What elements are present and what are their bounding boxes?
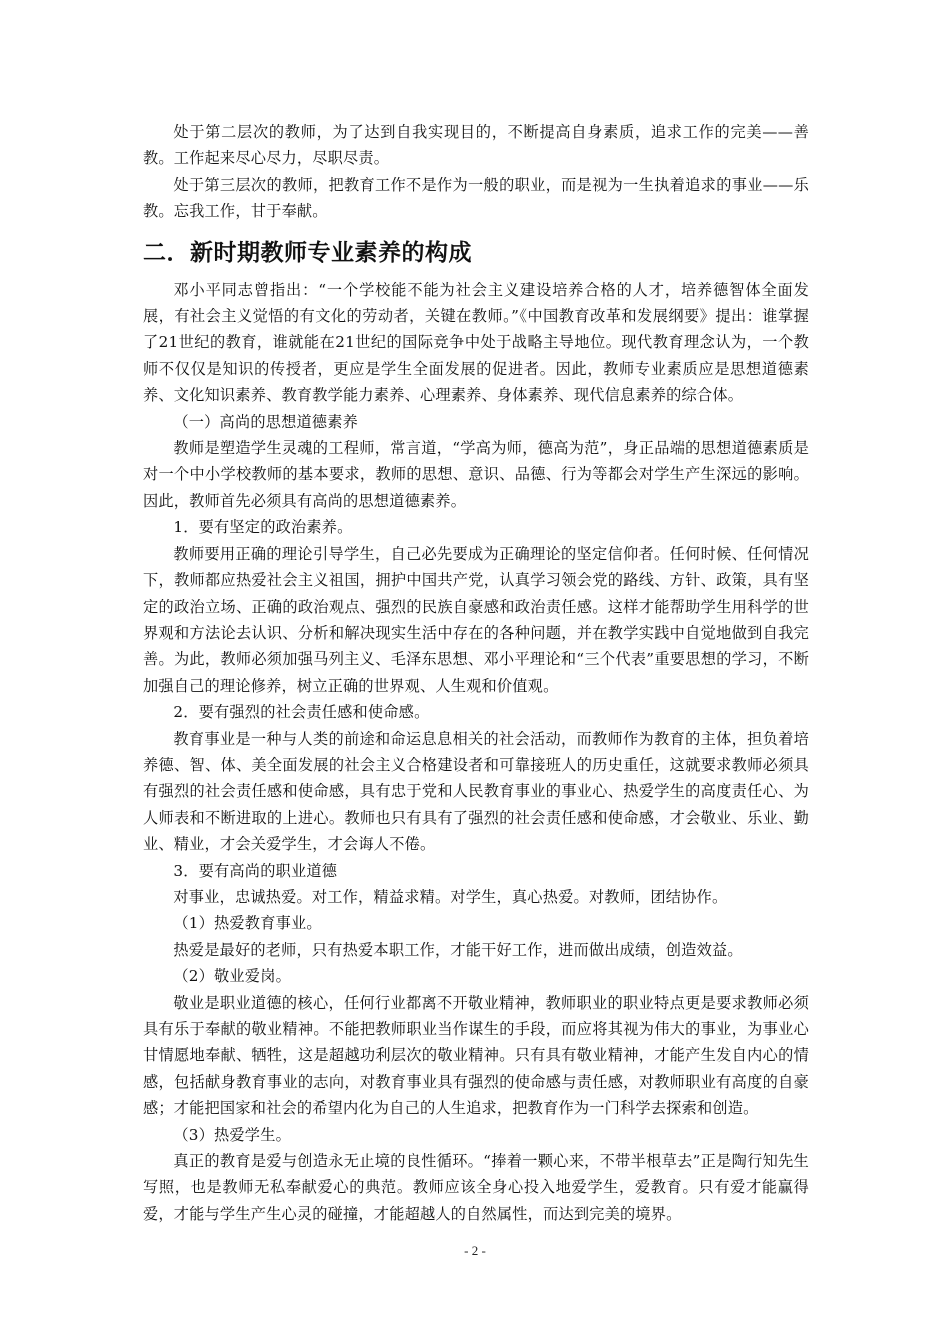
sub-item-title-love-education: （1）热爱教育事业。 (173, 914, 322, 933)
paragraph-moral-intro: 教师是塑造学生灵魂的工程师，常言道，“学高为师，德高为范”，身正品端的思想道德素质是对一个中小学校教师的基本要求，教师的思想、意识、品德、行为等都会对学生产生深远的影响。因此，教师首先必须具有高尚的思想道德素养。 (143, 439, 809, 510)
item-title-responsibility: 2．要有强烈的社会责任感和使命感。 (173, 703, 430, 722)
paragraph-love-education: 热爱是最好的老师，只有热爱本职工作，才能干好工作，进而做出成绩，创造效益。 (173, 940, 743, 959)
item-title-political: 1．要有坚定的政治素养。 (173, 518, 353, 537)
paragraph-love-students: 真正的教育是爱与创造永无止境的良性循环。“捧着一颗心来，不带半根草去”正是陶行知先生写照，也是教师无私奉献爱心的典范。教师应该全身心投入地爱学生，爱教育。只有爱才能赢得爱，才能与学生产生心灵的碰撞，才能超越人的自然属性，而达到完美的境界。 (143, 1152, 809, 1223)
section-heading: 二．新时期教师专业素养的构成 (143, 239, 472, 266)
sub-item-title-dedication: （2）敬业爱岗。 (173, 967, 291, 986)
page-number: - 2 - (464, 1243, 486, 1258)
paragraph-deng-quote: 邓小平同志曾指出：“一个学校能不能为社会主义建设培养合格的人才，培养德智体全面发展，有社会主义觉悟的有文化的劳动者，关键在教师。”《中国教育改革和发展纲要》提出：谁掌握了21世纪的教育，谁就能在21世纪的国际竞争中处于战略主导地位。现代教育理念认为，一个教师不仅仅是知识的传授者，更应是学生全面发展的促进者。因此，教师专业素质应是思想道德素养、文化知识素养、教育教学能力素养、心理素养、身体素养、现代信息素养的综合体。 (143, 280, 809, 405)
paragraph-level-three: 处于第三层次的教师，把教育工作不是作为一般的职业，而是视为一生执着追求的事业——乐教。忘我工作，甘于奉献。 (143, 175, 809, 221)
paragraph-ethics: 对事业，忠诚热爱。对工作，精益求精。对学生，真心热爱。对教师，团结协作。 (173, 887, 728, 906)
document-page (143, 119, 809, 1227)
paragraph-responsibility: 教育事业是一种与人类的前途和命运息息相关的社会活动，而教师作为教育的主体，担负着培养德、智、体、美全面发展的社会主义合格建设者和可靠接班人的历史重任，这就要求教师必须具有强烈的社会责任感和使命感，具有忠于党和人民教育事业的事业心、热爱学生的高度责任心、为人师表和不断进取的上进心。教师也只有具有了强烈的社会责任感和使命感，才会敬业、乐业、勤业、精业，才会关爱学生，才会诲人不倦。 (143, 729, 809, 854)
subsection-title-moral: （一）高尚的思想道德素养 (173, 412, 359, 431)
sub-item-title-love-students: （3）热爱学生。 (173, 1125, 291, 1144)
paragraph-dedication: 敬业是职业道德的核心，任何行业都离不开敬业精神，教师职业的职业特点更是要求教师必须具有乐于奉献的敬业精神。不能把教师职业当作谋生的手段，而应将其视为伟大的事业，为事业心甘情愿地奉献、牺牲，这是超越功利层次的敬业精神。只有具有敬业精神，才能产生发自内心的情感，包括献身教育事业的志向，对教育事业具有强烈的使命感与责任感，对教师职业有高度的自豪感；才能把国家和社会的希望内化为自己的人生追求，把教育作为一门科学去探索和创造。 (143, 993, 809, 1118)
item-title-ethics: 3．要有高尚的职业道德 (173, 861, 338, 880)
paragraph-level-two: 处于第二层次的教师，为了达到自我实现目的，不断提高自身素质，追求工作的完美——善教。工作起来尽心尽力，尽职尽责。 (143, 123, 809, 168)
paragraph-political: 教师要用正确的理论引导学生，自己必先要成为正确理论的坚定信仰者。任何时候、任何情况下，教师都应热爱社会主义祖国，拥护中国共产党，认真学习领会党的路线、方针、政策，具有坚定的政治立场、正确的政治观点、强烈的民族自豪感和政治责任感。这样才能帮助学生用科学的世界观和方法论去认识、分析和解决现实生活中存在的各种问题，并在教学实践中自觉地做到自我完善。为此，教师必须加强马列主义、毛泽东思想、邓小平理论和“三个代表”重要思想的学习，不断加强自己的理论修养，树立正确的世界观、人生观和价值观。 (143, 544, 809, 695)
